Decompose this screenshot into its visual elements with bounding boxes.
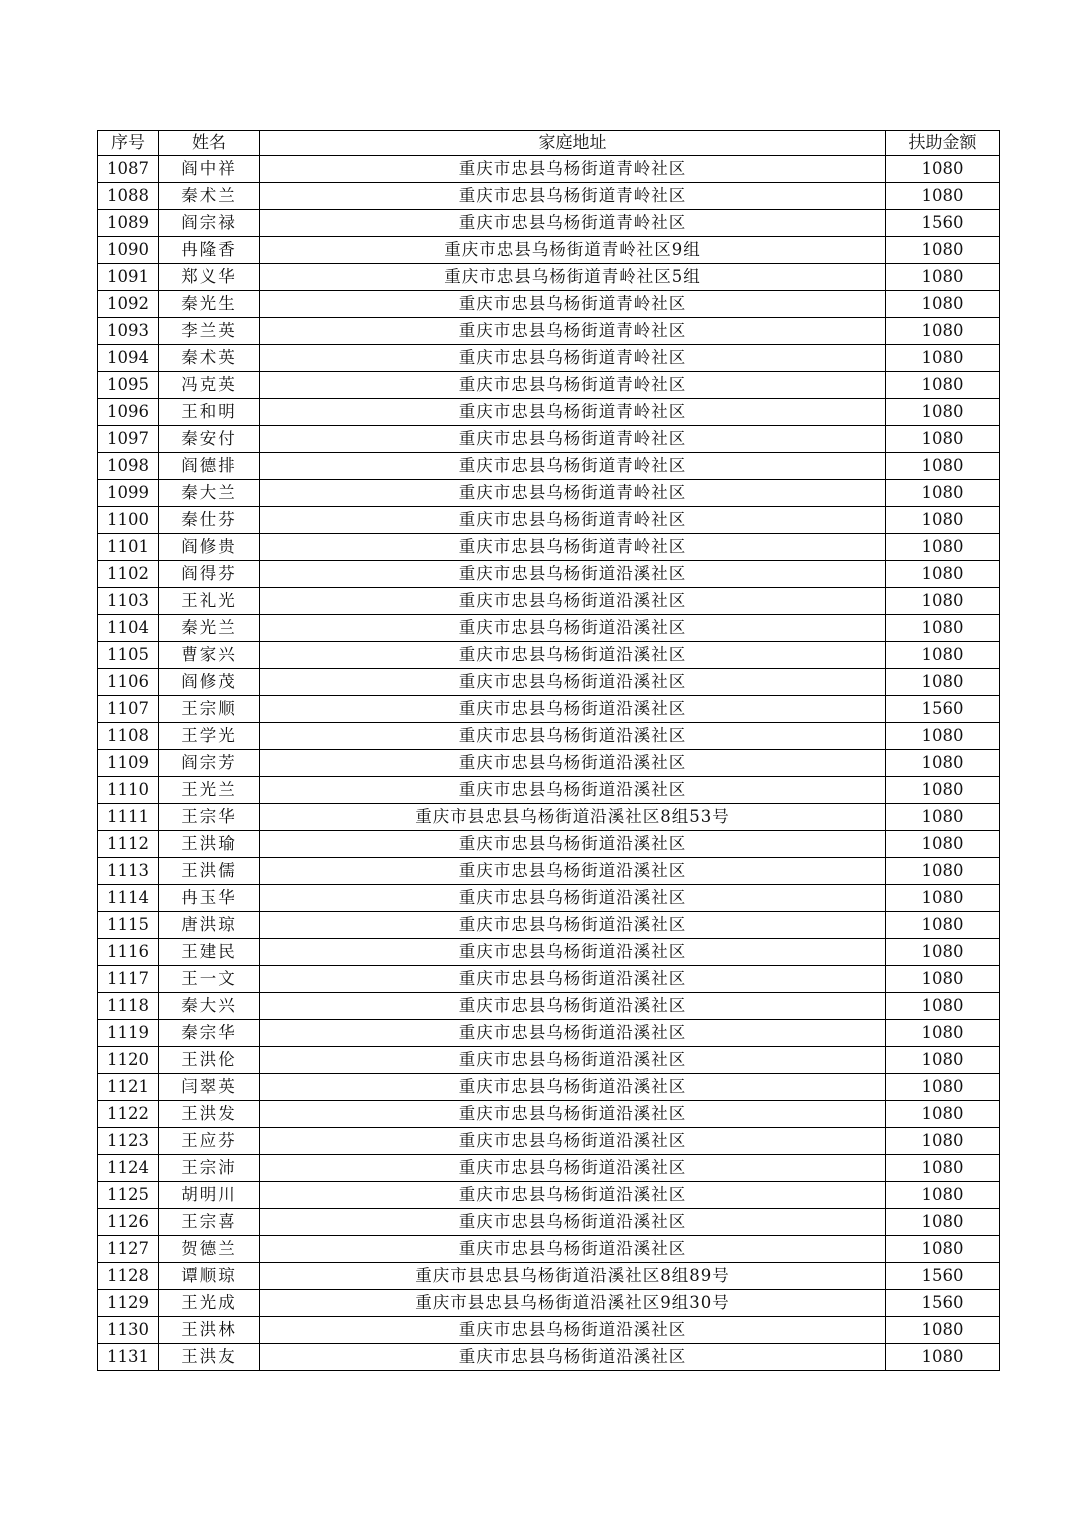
name-cell: 秦大兰 [159, 480, 260, 507]
table-row [98, 1263, 1000, 1290]
seq-cell: 1130 [98, 1317, 159, 1344]
table-row [98, 237, 1000, 264]
address-cell: 重庆市忠县乌杨街道沿溪社区 [260, 1020, 886, 1047]
amount-cell: 1560 [886, 696, 1000, 723]
seq-cell: 1119 [98, 1020, 159, 1047]
name-cell: 王一文 [159, 966, 260, 993]
amount-cell: 1080 [886, 1047, 1000, 1074]
table-row [98, 1344, 1000, 1371]
name-cell: 李兰英 [159, 318, 260, 345]
amount-cell: 1080 [886, 1236, 1000, 1263]
header-address: 家庭地址 [260, 131, 886, 156]
address-cell: 重庆市忠县乌杨街道青岭社区 [260, 507, 886, 534]
address-cell: 重庆市忠县乌杨街道沿溪社区 [260, 966, 886, 993]
address-cell: 重庆市忠县乌杨街道沿溪社区 [260, 1074, 886, 1101]
table-row [98, 480, 1000, 507]
address-cell: 重庆市忠县乌杨街道青岭社区 [260, 345, 886, 372]
amount-cell: 1080 [886, 480, 1000, 507]
name-cell: 王和明 [159, 399, 260, 426]
table-row [98, 831, 1000, 858]
amount-cell: 1080 [886, 372, 1000, 399]
address-cell: 重庆市忠县乌杨街道沿溪社区 [260, 1344, 886, 1371]
name-cell: 秦术兰 [159, 183, 260, 210]
name-cell: 秦大兴 [159, 993, 260, 1020]
address-cell: 重庆市忠县乌杨街道青岭社区 [260, 318, 886, 345]
name-cell: 王光成 [159, 1290, 260, 1317]
table-row [98, 669, 1000, 696]
seq-cell: 1102 [98, 561, 159, 588]
table-row [98, 615, 1000, 642]
address-cell: 重庆市忠县乌杨街道青岭社区 [260, 453, 886, 480]
amount-cell: 1080 [886, 399, 1000, 426]
seq-cell: 1131 [98, 1344, 159, 1371]
seq-cell: 1126 [98, 1209, 159, 1236]
name-cell: 秦光生 [159, 291, 260, 318]
seq-cell: 1107 [98, 696, 159, 723]
table-row [98, 1101, 1000, 1128]
address-cell: 重庆市忠县乌杨街道沿溪社区 [260, 885, 886, 912]
address-cell: 重庆市忠县乌杨街道沿溪社区 [260, 1101, 886, 1128]
address-cell: 重庆市忠县乌杨街道沿溪社区 [260, 669, 886, 696]
table-row [98, 885, 1000, 912]
address-cell: 重庆市忠县乌杨街道青岭社区 [260, 156, 886, 183]
amount-cell: 1080 [886, 885, 1000, 912]
header-row [98, 131, 1000, 156]
name-cell: 秦仕芬 [159, 507, 260, 534]
table-row [98, 345, 1000, 372]
seq-cell: 1113 [98, 858, 159, 885]
name-cell: 王宗喜 [159, 1209, 260, 1236]
address-cell: 重庆市忠县乌杨街道沿溪社区 [260, 1182, 886, 1209]
address-cell: 重庆市忠县乌杨街道沿溪社区 [260, 1236, 886, 1263]
amount-cell: 1080 [886, 723, 1000, 750]
seq-cell: 1094 [98, 345, 159, 372]
table-row [98, 210, 1000, 237]
table-row [98, 804, 1000, 831]
seq-cell: 1112 [98, 831, 159, 858]
seq-cell: 1121 [98, 1074, 159, 1101]
amount-cell: 1080 [886, 1074, 1000, 1101]
name-cell: 秦术英 [159, 345, 260, 372]
name-cell: 王光兰 [159, 777, 260, 804]
amount-cell: 1080 [886, 669, 1000, 696]
table-row [98, 1047, 1000, 1074]
seq-cell: 1104 [98, 615, 159, 642]
table-row [98, 453, 1000, 480]
address-cell: 重庆市忠县乌杨街道青岭社区9组 [260, 237, 886, 264]
table-row [98, 507, 1000, 534]
name-cell: 秦宗华 [159, 1020, 260, 1047]
amount-cell: 1080 [886, 264, 1000, 291]
address-cell: 重庆市忠县乌杨街道沿溪社区 [260, 777, 886, 804]
address-cell: 重庆市忠县乌杨街道沿溪社区 [260, 912, 886, 939]
seq-cell: 1128 [98, 1263, 159, 1290]
address-cell: 重庆市忠县乌杨街道沿溪社区 [260, 1047, 886, 1074]
table-row [98, 1209, 1000, 1236]
name-cell: 胡明川 [159, 1182, 260, 1209]
amount-cell: 1080 [886, 1128, 1000, 1155]
name-cell: 王宗顺 [159, 696, 260, 723]
seq-cell: 1096 [98, 399, 159, 426]
amount-cell: 1080 [886, 1101, 1000, 1128]
amount-cell: 1080 [886, 642, 1000, 669]
table-row [98, 183, 1000, 210]
amount-cell: 1080 [886, 912, 1000, 939]
table-row [98, 777, 1000, 804]
amount-cell: 1080 [886, 966, 1000, 993]
name-cell: 曹家兴 [159, 642, 260, 669]
seq-cell: 1105 [98, 642, 159, 669]
seq-cell: 1089 [98, 210, 159, 237]
seq-cell: 1111 [98, 804, 159, 831]
table-row [98, 1317, 1000, 1344]
seq-cell: 1095 [98, 372, 159, 399]
amount-cell: 1560 [886, 1290, 1000, 1317]
table-row [98, 912, 1000, 939]
name-cell: 阎修贵 [159, 534, 260, 561]
table-row [98, 318, 1000, 345]
table-row [98, 1182, 1000, 1209]
amount-cell: 1080 [886, 939, 1000, 966]
name-cell: 王洪林 [159, 1317, 260, 1344]
amount-cell: 1080 [886, 534, 1000, 561]
amount-cell: 1560 [886, 1263, 1000, 1290]
amount-cell: 1080 [886, 507, 1000, 534]
seq-cell: 1129 [98, 1290, 159, 1317]
seq-cell: 1127 [98, 1236, 159, 1263]
name-cell: 秦光兰 [159, 615, 260, 642]
amount-cell: 1080 [886, 1209, 1000, 1236]
address-cell: 重庆市忠县乌杨街道沿溪社区 [260, 1209, 886, 1236]
table-row [98, 156, 1000, 183]
address-cell: 重庆市忠县乌杨街道沿溪社区 [260, 1155, 886, 1182]
name-cell: 王应芬 [159, 1128, 260, 1155]
address-cell: 重庆市忠县乌杨街道青岭社区5组 [260, 264, 886, 291]
amount-cell: 1080 [886, 777, 1000, 804]
amount-cell: 1080 [886, 561, 1000, 588]
address-cell: 重庆市忠县乌杨街道沿溪社区 [260, 588, 886, 615]
amount-cell: 1080 [886, 426, 1000, 453]
name-cell: 唐洪琼 [159, 912, 260, 939]
name-cell: 阎宗禄 [159, 210, 260, 237]
amount-cell: 1080 [886, 183, 1000, 210]
address-cell: 重庆市忠县乌杨街道沿溪社区 [260, 1317, 886, 1344]
name-cell: 王宗华 [159, 804, 260, 831]
name-cell: 王宗沛 [159, 1155, 260, 1182]
seq-cell: 1106 [98, 669, 159, 696]
table-row [98, 399, 1000, 426]
table-row [98, 372, 1000, 399]
address-cell: 重庆市忠县乌杨街道沿溪社区 [260, 561, 886, 588]
address-cell: 重庆市忠县乌杨街道青岭社区 [260, 291, 886, 318]
seq-cell: 1098 [98, 453, 159, 480]
seq-cell: 1124 [98, 1155, 159, 1182]
table-row [98, 264, 1000, 291]
name-cell: 阎修茂 [159, 669, 260, 696]
amount-cell: 1080 [886, 615, 1000, 642]
address-cell: 重庆市忠县乌杨街道沿溪社区 [260, 831, 886, 858]
seq-cell: 1115 [98, 912, 159, 939]
address-cell: 重庆市忠县乌杨街道沿溪社区 [260, 723, 886, 750]
amount-cell: 1080 [886, 1155, 1000, 1182]
amount-cell: 1080 [886, 318, 1000, 345]
address-cell: 重庆市县忠县乌杨街道沿溪社区9组30号 [260, 1290, 886, 1317]
address-cell: 重庆市忠县乌杨街道青岭社区 [260, 210, 886, 237]
address-cell: 重庆市忠县乌杨街道青岭社区 [260, 372, 886, 399]
name-cell: 王建民 [159, 939, 260, 966]
table-body [98, 156, 1000, 1371]
name-cell: 贺德兰 [159, 1236, 260, 1263]
table-row [98, 291, 1000, 318]
header-name: 姓名 [159, 131, 260, 156]
address-cell: 重庆市忠县乌杨街道青岭社区 [260, 183, 886, 210]
table-row [98, 939, 1000, 966]
table-row [98, 993, 1000, 1020]
name-cell: 冉玉华 [159, 885, 260, 912]
address-cell: 重庆市忠县乌杨街道沿溪社区 [260, 696, 886, 723]
name-cell: 阎德排 [159, 453, 260, 480]
address-cell: 重庆市忠县乌杨街道沿溪社区 [260, 993, 886, 1020]
name-cell: 王洪瑜 [159, 831, 260, 858]
header-seq: 序号 [98, 131, 159, 156]
name-cell: 冉隆香 [159, 237, 260, 264]
table-row [98, 1020, 1000, 1047]
table-row [98, 1128, 1000, 1155]
seq-cell: 1097 [98, 426, 159, 453]
seq-cell: 1090 [98, 237, 159, 264]
table-row [98, 723, 1000, 750]
amount-cell: 1080 [886, 156, 1000, 183]
table-row [98, 426, 1000, 453]
table-row [98, 750, 1000, 777]
name-cell: 冯克英 [159, 372, 260, 399]
name-cell: 郑义华 [159, 264, 260, 291]
amount-cell: 1080 [886, 453, 1000, 480]
table-row [98, 1236, 1000, 1263]
name-cell: 王洪伦 [159, 1047, 260, 1074]
table-row [98, 858, 1000, 885]
amount-cell: 1080 [886, 237, 1000, 264]
amount-cell: 1080 [886, 804, 1000, 831]
address-cell: 重庆市忠县乌杨街道沿溪社区 [260, 615, 886, 642]
seq-cell: 1110 [98, 777, 159, 804]
amount-cell: 1080 [886, 750, 1000, 777]
amount-cell: 1080 [886, 858, 1000, 885]
address-cell: 重庆市忠县乌杨街道沿溪社区 [260, 858, 886, 885]
table-row [98, 1290, 1000, 1317]
address-cell: 重庆市忠县乌杨街道青岭社区 [260, 480, 886, 507]
header-amount: 扶助金额 [886, 131, 1000, 156]
amount-cell: 1080 [886, 291, 1000, 318]
seq-cell: 1117 [98, 966, 159, 993]
address-cell: 重庆市忠县乌杨街道沿溪社区 [260, 939, 886, 966]
name-cell: 阎中祥 [159, 156, 260, 183]
amount-cell: 1080 [886, 831, 1000, 858]
subsidy-roster-table [97, 130, 1000, 1371]
seq-cell: 1120 [98, 1047, 159, 1074]
seq-cell: 1118 [98, 993, 159, 1020]
name-cell: 阎宗芳 [159, 750, 260, 777]
seq-cell: 1091 [98, 264, 159, 291]
table-row [98, 1155, 1000, 1182]
seq-cell: 1100 [98, 507, 159, 534]
amount-cell: 1080 [886, 1020, 1000, 1047]
seq-cell: 1114 [98, 885, 159, 912]
seq-cell: 1109 [98, 750, 159, 777]
name-cell: 谭顺琼 [159, 1263, 260, 1290]
table-row [98, 642, 1000, 669]
seq-cell: 1101 [98, 534, 159, 561]
address-cell: 重庆市忠县乌杨街道沿溪社区 [260, 750, 886, 777]
amount-cell: 1560 [886, 210, 1000, 237]
seq-cell: 1122 [98, 1101, 159, 1128]
address-cell: 重庆市忠县乌杨街道青岭社区 [260, 534, 886, 561]
name-cell: 王学光 [159, 723, 260, 750]
seq-cell: 1092 [98, 291, 159, 318]
name-cell: 王礼光 [159, 588, 260, 615]
seq-cell: 1125 [98, 1182, 159, 1209]
amount-cell: 1080 [886, 993, 1000, 1020]
address-cell: 重庆市忠县乌杨街道青岭社区 [260, 399, 886, 426]
table-row [98, 696, 1000, 723]
table-row [98, 534, 1000, 561]
name-cell: 阎得芬 [159, 561, 260, 588]
name-cell: 王洪儒 [159, 858, 260, 885]
table-row [98, 588, 1000, 615]
seq-cell: 1087 [98, 156, 159, 183]
seq-cell: 1123 [98, 1128, 159, 1155]
address-cell: 重庆市忠县乌杨街道青岭社区 [260, 426, 886, 453]
seq-cell: 1099 [98, 480, 159, 507]
amount-cell: 1080 [886, 1317, 1000, 1344]
address-cell: 重庆市忠县乌杨街道沿溪社区 [260, 1128, 886, 1155]
address-cell: 重庆市县忠县乌杨街道沿溪社区8组53号 [260, 804, 886, 831]
amount-cell: 1080 [886, 1182, 1000, 1209]
amount-cell: 1080 [886, 588, 1000, 615]
table-row [98, 966, 1000, 993]
seq-cell: 1108 [98, 723, 159, 750]
table-header [98, 131, 1000, 156]
seq-cell: 1088 [98, 183, 159, 210]
amount-cell: 1080 [886, 1344, 1000, 1371]
seq-cell: 1093 [98, 318, 159, 345]
seq-cell: 1103 [98, 588, 159, 615]
name-cell: 秦安付 [159, 426, 260, 453]
seq-cell: 1116 [98, 939, 159, 966]
address-cell: 重庆市县忠县乌杨街道沿溪社区8组89号 [260, 1263, 886, 1290]
name-cell: 闫翠英 [159, 1074, 260, 1101]
amount-cell: 1080 [886, 345, 1000, 372]
table-row [98, 1074, 1000, 1101]
address-cell: 重庆市忠县乌杨街道沿溪社区 [260, 642, 886, 669]
name-cell: 王洪发 [159, 1101, 260, 1128]
table-row [98, 561, 1000, 588]
name-cell: 王洪友 [159, 1344, 260, 1371]
